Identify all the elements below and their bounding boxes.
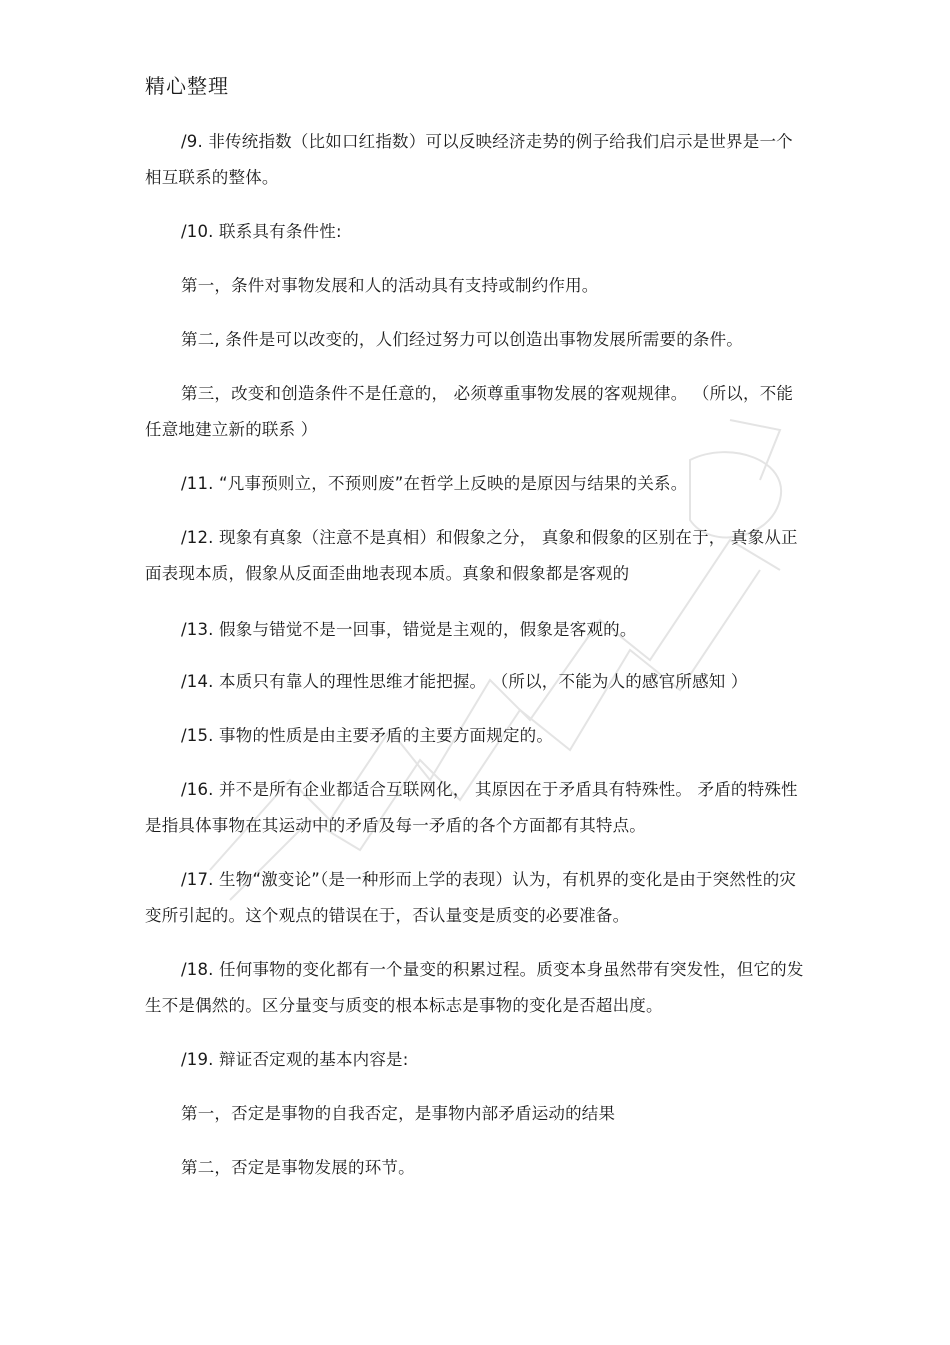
paragraph-13: /13. 假象与错觉不是一回事，错觉是主观的，假象是客观的。 (181, 620, 637, 639)
paragraph-12: /12. 现象有真象（注意不是真相）和假象之分， 真象和假象的区别在于， 真象从正面表现本质，假象从反面歪曲地表现本质。真象和假象都是客观的 (145, 528, 798, 583)
paragraph-16: /16. 并不是所有企业都适合互联网化， 其原因在于矛盾具有特殊性。 矛盾的特殊性是指具体事物在其运动中的矛盾及每一矛盾的各个方面都有其特点。 (145, 780, 798, 835)
paragraph-14: /14. 本质只有靠人的理性思维才能把握。 （所以，不能为人的感官所感知 ） (181, 672, 748, 691)
paragraph-11: /11. “凡事预则立，不预则废”在哲学上反映的是原因与结果的关系。 (181, 474, 688, 493)
paragraph-10-point-1: 第一，条件对事物发展和人的活动具有支持或制约作用。 (181, 276, 599, 295)
paragraph-17: /17. 生物“激变论”（是一种形而上学的表现）认为，有机界的变化是由于突然性的灾变所引起的。这个观点的错误在于，否认量变是质变的必要准备。 (145, 870, 797, 925)
paragraph-19-point-1: 第一，否定是事物的自我否定，是事物内部矛盾运动的结果 (181, 1104, 616, 1123)
document-header: 精心整理 (145, 74, 229, 98)
paragraph-10-point-2: 第二, 条件是可以改变的，人们经过努力可以创造出事物发展所需要的条件。 (181, 330, 743, 349)
paragraph-10-point-3: 第三，改变和创造条件不是任意的， 必须尊重事物发展的客观规律。 （所以，不能任意地建立新的联系 ） (145, 384, 794, 439)
paragraph-19-point-2: 第二，否定是事物发展的环节。 (181, 1158, 415, 1177)
paragraph-19: /19. 辩证否定观的基本内容是: (181, 1050, 409, 1069)
paragraph-9: /9. 非传统指数（比如口红指数）可以反映经济走势的例子给我们启示是世界是一个相互联系的整体。 (145, 132, 793, 187)
paragraph-18: /18. 任何事物的变化都有一个量变的积累过程。质变本身虽然带有突发性，但它的发生不是偶然的。区分量变与质变的根本标志是事物的变化是否超出度。 (145, 960, 804, 1015)
paragraph-15: /15. 事物的性质是由主要矛盾的主要方面规定的。 (181, 726, 554, 745)
paragraph-10: /10. 联系具有条件性: (181, 222, 342, 241)
